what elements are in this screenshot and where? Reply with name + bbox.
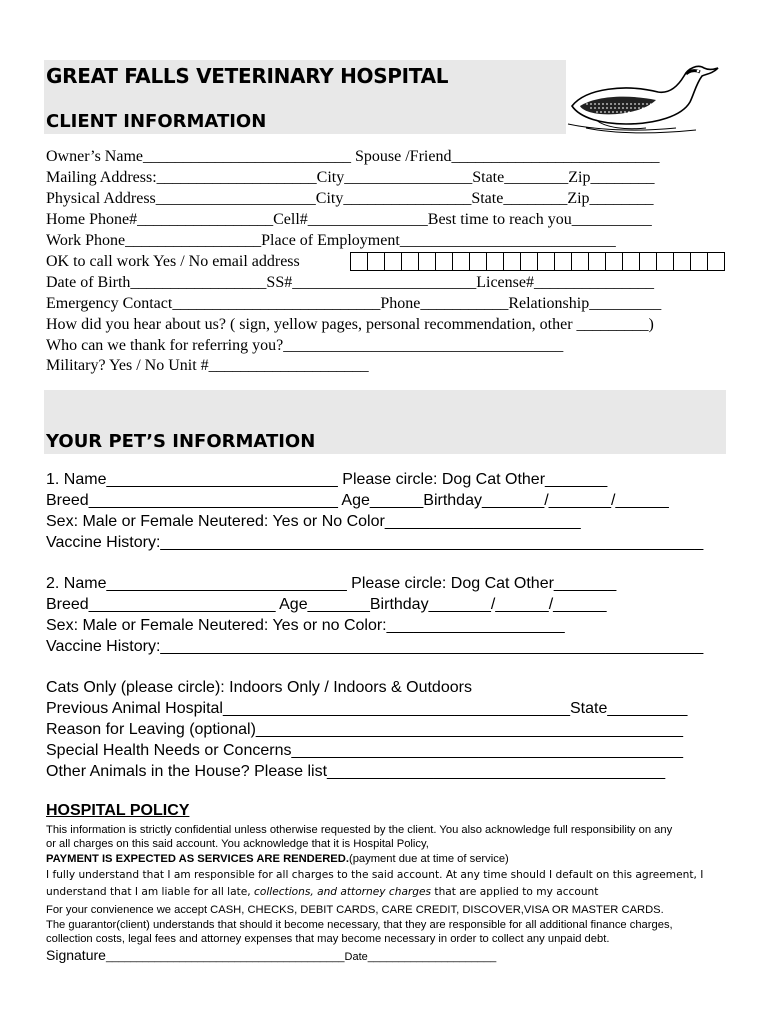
pet2-name-line[interactable]: 2. Name___________________________ Please circle: Dog Cat Other_______ bbox=[46, 575, 617, 592]
emergency-contact-line[interactable]: Emergency Contact__________________________Phone___________Relationship_________ bbox=[46, 295, 662, 312]
policy-italic-text: collections, and attorney charges bbox=[254, 886, 432, 898]
pet-information-heading: YOUR PET’S INFORMATION bbox=[46, 431, 316, 452]
hospital-policy-heading: HOSPITAL POLICY bbox=[46, 802, 190, 819]
policy-text: This information is strictly confidential unless otherwise requested by the client. You also acknowledge full responsibility on any bbox=[46, 824, 673, 836]
signature-field[interactable]: _______________________________________ bbox=[105, 951, 345, 963]
policy-text: collection costs, legal fees and attorney expenses that may become necessary in order to collect any unpaid debt. bbox=[46, 933, 610, 945]
date-of-birth-line[interactable]: Date of Birth_________________SS#_______________________License#_______________ bbox=[46, 274, 654, 291]
owners-name-line[interactable]: Owner’s Name__________________________ Spouse /Friend__________________________ bbox=[46, 148, 660, 165]
loon-bird-icon bbox=[566, 58, 726, 134]
client-information-heading: CLIENT INFORMATION bbox=[46, 111, 267, 132]
mailing-address-line[interactable]: Mailing Address:____________________City________________State________Zip________ bbox=[46, 169, 655, 186]
policy-text: or all charges on this said account. You acknowledge that it is Hospital Policy, bbox=[46, 838, 429, 850]
cats-only-line[interactable]: Cats Only (please circle): Indoors Only / Indoors & Outdoors bbox=[46, 679, 472, 696]
pet1-name-line[interactable]: 1. Name__________________________ Please circle: Dog Cat Other_______ bbox=[46, 471, 608, 488]
policy-payment-methods: For your convienence we accept CASH, CHECKS, DEBIT CARDS, CARE CREDIT, DISCOVER,VISA OR MASTER CARDS. bbox=[46, 904, 664, 916]
pet2-breed-line[interactable]: Breed_____________________ Age_______Birthday_______/______/______ bbox=[46, 596, 607, 613]
policy-payment-line bbox=[46, 852, 509, 866]
reason-for-leaving-line[interactable]: Reason for Leaving (optional)________________________________________________ bbox=[46, 721, 684, 738]
payment-due-note: (payment due at time of service) bbox=[348, 853, 509, 865]
special-needs-line[interactable]: Special Health Needs or Concerns____________________________________________ bbox=[46, 742, 683, 759]
other-animals-line[interactable]: Other Animals in the House? Please list______________________________________ bbox=[46, 763, 666, 780]
work-phone-line[interactable]: Work Phone_________________Place of Employment___________________________ bbox=[46, 232, 616, 249]
policy-text: The guarantor(client) understands that should it become necessary, that they are responsible for all additional finance charges, bbox=[46, 919, 673, 931]
referral-source-line[interactable]: How did you hear about us? ( sign, yellow pages, personal recommendation, other _________) bbox=[46, 316, 654, 333]
policy-liability-line bbox=[46, 885, 598, 899]
hospital-name: GREAT FALLS VETERINARY HOSPITAL bbox=[46, 64, 449, 88]
email-address-boxes[interactable] bbox=[350, 252, 724, 271]
pet1-breed-line[interactable]: Breed____________________________ Age______Birthday_______/_______/______ bbox=[46, 492, 669, 509]
date-field[interactable]: _____________________ bbox=[367, 951, 497, 963]
policy-text: I fully understand that I am responsible for all charges to the said account. At any time should I default on this agreement, I bbox=[46, 869, 704, 881]
military-line[interactable]: Military? Yes / No Unit #____________________ bbox=[46, 357, 369, 374]
signature-label: Signature bbox=[46, 947, 106, 963]
previous-hospital-line[interactable]: Previous Animal Hospital_______________________________________State_________ bbox=[46, 700, 688, 717]
referred-by-line[interactable]: Who can we thank for referring you?___________________________________ bbox=[46, 337, 564, 354]
pet2-vaccine-line[interactable]: Vaccine History:_____________________________________________________________ bbox=[46, 638, 704, 655]
ok-to-call-email-line: OK to call work Yes / No email address bbox=[46, 253, 300, 270]
pet1-vaccine-line[interactable]: Vaccine History:_____________________________________________________________ bbox=[46, 534, 704, 551]
policy-text: that are applied to my account bbox=[431, 886, 599, 898]
physical-address-line[interactable]: Physical Address____________________City________________State________Zip________ bbox=[46, 190, 654, 207]
pet1-sex-line[interactable]: Sex: Male or Female Neutered: Yes or No Color______________________ bbox=[46, 513, 581, 530]
home-phone-line[interactable]: Home Phone#_________________Cell#_______________Best time to reach you__________ bbox=[46, 211, 652, 228]
policy-text: understand that I am liable for all late, bbox=[46, 886, 255, 898]
pet2-sex-line[interactable]: Sex: Male or Female Neutered: Yes or no Color:____________________ bbox=[46, 617, 565, 634]
payment-expected-notice: PAYMENT IS EXPECTED AS SERVICES ARE RENDERED. bbox=[46, 853, 349, 865]
date-label: Date bbox=[344, 951, 368, 963]
signature-row[interactable] bbox=[46, 947, 496, 963]
